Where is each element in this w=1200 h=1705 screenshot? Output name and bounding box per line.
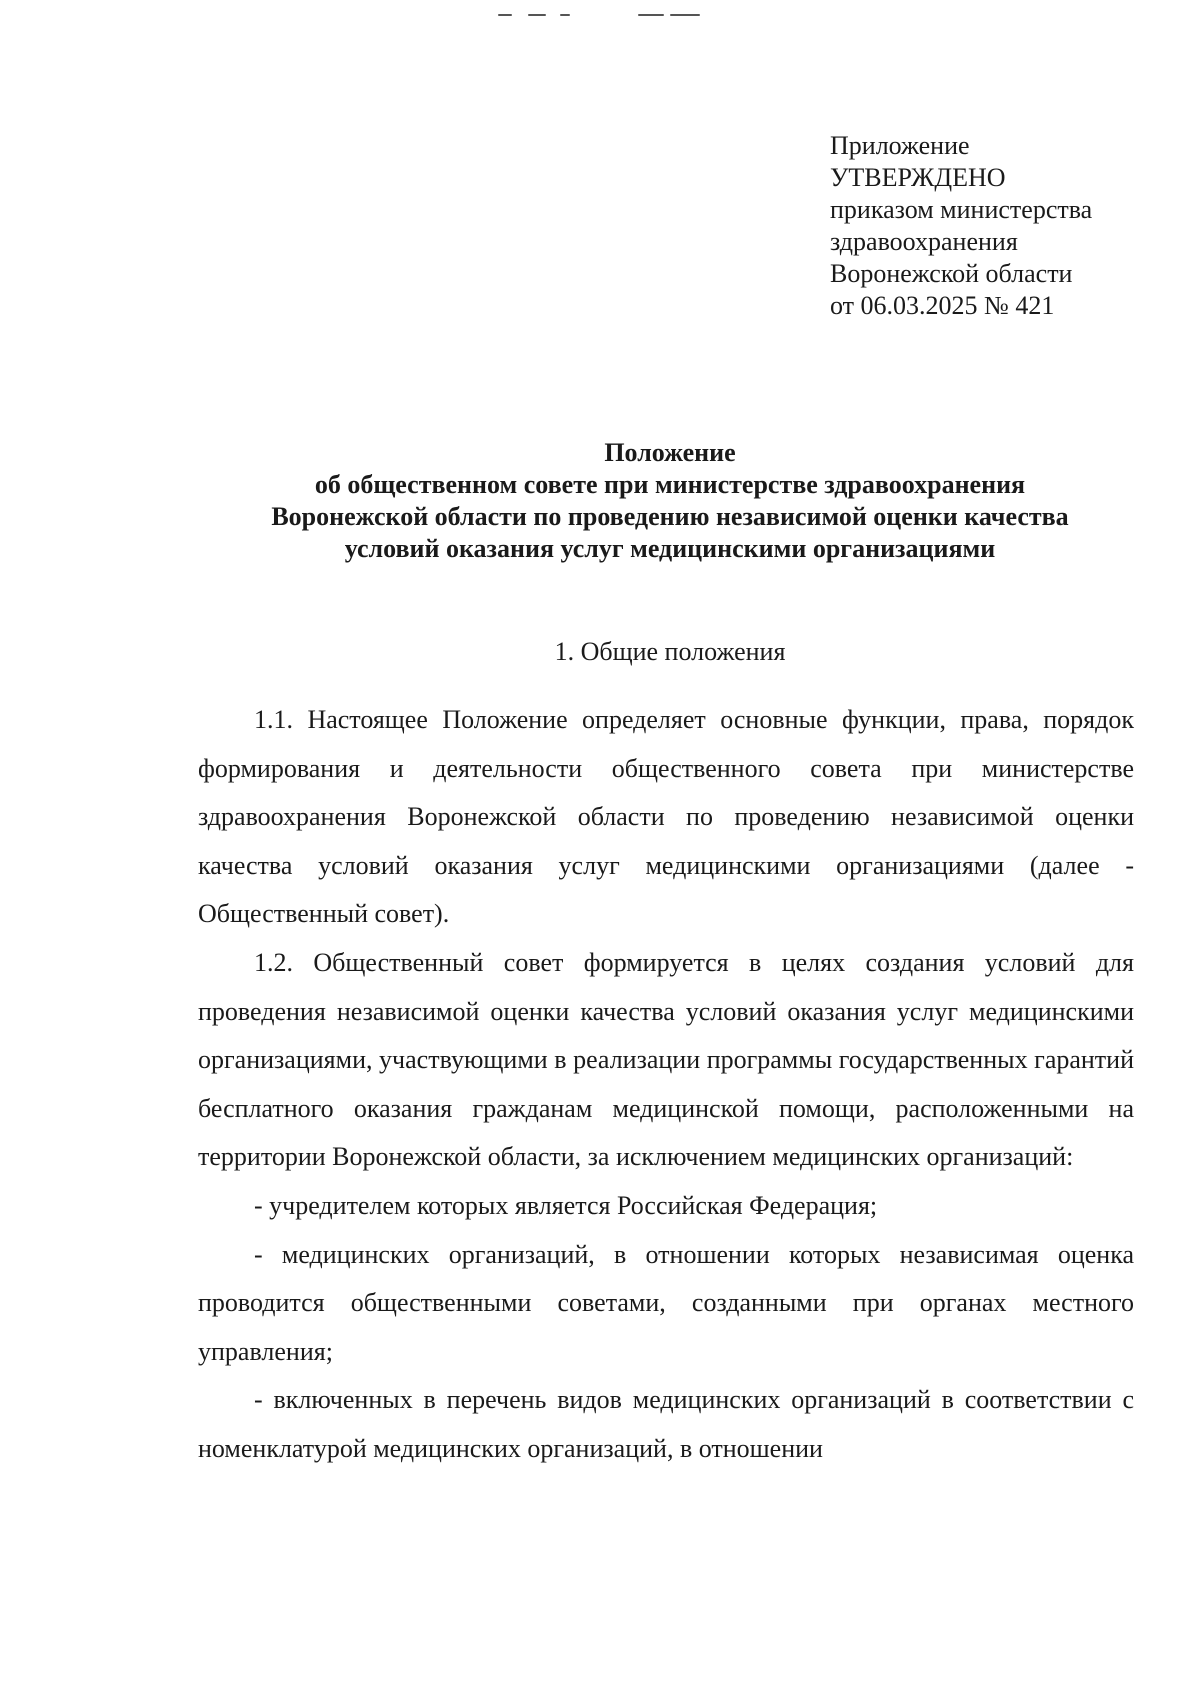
list-item-local-councils: - медицинских организаций, в отношении которых независимая оценка проводится общественными советами, созданными при органах местного управления; (198, 1239, 1134, 1366)
approved-label: УТВЕРЖДЕНО (830, 163, 1006, 192)
approval-region-line: Воронежской области (830, 259, 1073, 288)
approval-order-line: приказом министерства (830, 195, 1093, 224)
paragraph-1-2: 1.2. Общественный совет формируется в целях создания условий для проведения независимой оценки качества условий оказания услуг медицинскими организациями, участвующими в реализации программы государственных гарантий бесплатного оказания гражданам медицинской помощи, расположенными на территории Воронежской области, за исключением медицинских организаций: (198, 947, 1134, 1172)
document-title (190, 437, 1150, 565)
approval-ministry-line: здравоохранения (830, 227, 1018, 256)
appendix-label: Приложение (830, 131, 970, 160)
scan-artifact-marks (498, 14, 708, 20)
approval-date-number: от 06.03.2025 № 421 (830, 291, 1055, 320)
title-line-1: Положение (604, 438, 736, 467)
approval-block (830, 130, 1170, 322)
list-item-nomenclature: - включенных в перечень видов медицинских организаций в соответствии с номенклатурой медицинских организаций, в отношении (198, 1385, 1134, 1463)
title-line-2: об общественном совете при министерстве здравоохранения (314, 470, 1026, 499)
list-item-founder: - учредителем которых является Российская Федерация; (254, 1190, 878, 1220)
title-line-4: условий оказания услуг медицинскими организациями (344, 534, 996, 563)
title-line-3: Воронежской области по проведению независимой оценки качества (271, 502, 1069, 531)
section-heading: 1. Общие положения (554, 637, 786, 666)
paragraph-1-1: 1.1. Настоящее Положение определяет основные функции, права, порядок формирования и деятельности общественного совета при министерстве здравоохранения Воронежской области по проведению независимой оценки качества условий оказания услуг медицинскими организациями (далее - Общественный совет). (198, 705, 1134, 929)
section-body (198, 696, 1134, 1474)
